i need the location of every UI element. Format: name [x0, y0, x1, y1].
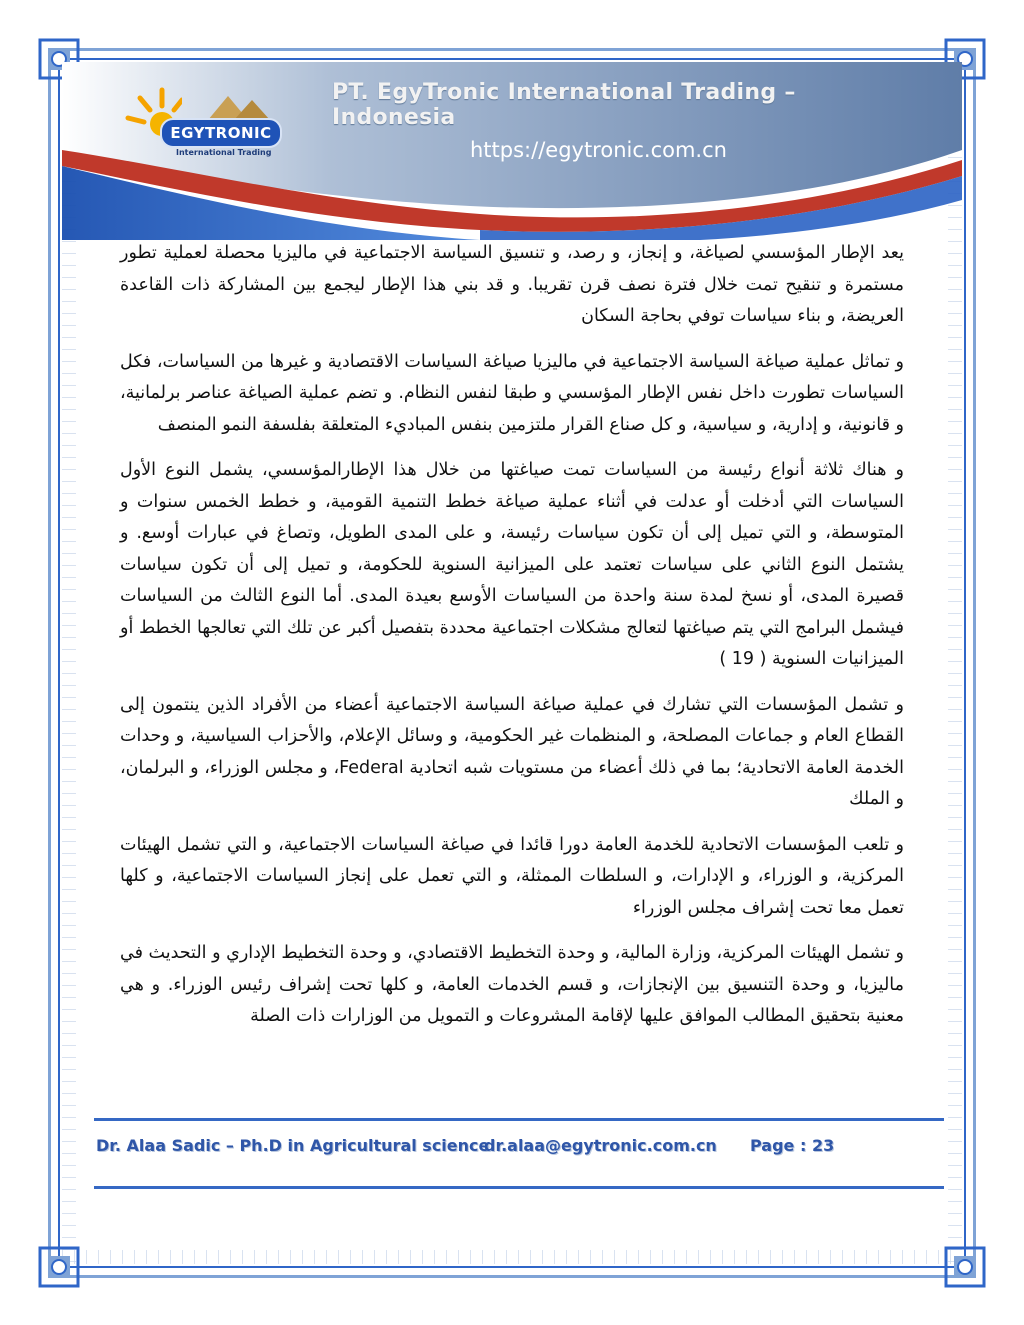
paragraph-5: و تلعب المؤسسات الاتحادية للخدمة العامة دورا قائدا في صياغة السياسات الاجتماعية، و التي تشمل الهيئات المركزية، و الوزراء، و الإدارات، و السلطات الممثلة، و التي تعمل على إنجاز السياسات الاجتماعية، و كلها تعمل معا تحت إشراف مجلس الوزراء: [120, 834, 904, 918]
logo-sub-text: International Trading: [176, 148, 272, 157]
corner-ornament-bottom-left: [36, 1244, 82, 1290]
paragraph-4: و تشمل المؤسسات التي تشارك في عملية صياغة السياسة الاجتماعية أعضاء من الأفراد الذين ينتمون إلى القطاع العام و جماعات المصلحة، و المنظمات غير الحكومية، و وسائل الإعلام، والأحزاب السياسية، و وحدات الخدمة العامة الاتحادية؛ بما في ذلك أعضاء من مستويات شبه اتحادية Federal، و مجلس الوزراء، و البرلمان، و الملك: [120, 694, 904, 809]
paragraph-3: و هناك ثلاثة أنواع رئيسة من السياسات تمت صياغتها من خلال هذا الإطارالمؤسسي، يشمل النوع الأول السياسات التي أدخلت أو عدلت في أثناء عملية صياغة خطط التنمية القومية، و خطط الخمس سنوات و المتوسطة، و التي تميل إلى أن تكون سياسات رئيسة، و على المدى الطويل، وتصاغ في عبارات أوسع. و يشتمل النوع الثاني على سياسات تعتمد على الميزانية السنوية للحكومة، و تميل إلى أن تكون سياسات قصيرة المدى، أو نسخ لمدة سنة واحدة من السياسات الأوسع بعيدة المدى. أما النوع الثالث من السياسات فيشمل البرامج التي يتم صياغتها لتعالج مشكلات اجتماعية محددة بتفصيل أكبر عن تلك التي تعالجها الخطط أو الميزانيات السنوية ( 19 ): [120, 460, 904, 669]
footer-divider-bottom: [94, 1186, 944, 1189]
company-title: PT. EgyTronic International Trading – Indonesia: [332, 80, 796, 130]
footer-author: Dr. Alaa Sadic – Ph.D in Agricultural science: [96, 1136, 490, 1155]
footer-email[interactable]: dr.alaa@egytronic.com.cn: [484, 1136, 717, 1155]
document-body: [120, 238, 904, 1047]
footer-page-number: Page : 23: [750, 1136, 835, 1155]
paragraph-6: و تشمل الهيئات المركزية، وزارة المالية، و وحدة التخطيط الاقتصادي، و وحدة التخطيط الإداري و التحديث في ماليزيا، و وحدة التنسيق بين الإنجازات، و قسم الخدمات العامة، و كلها تحت إشراف رئيس الوزراء. و هي معنية بتحقيق المطالب الموافق عليها لإقامة المشروعات و التمويل من الوزارات ذات الصلة: [120, 943, 904, 1026]
paragraph-1: يعد الإطار المؤسسي لصياغة، و إنجاز، و رصد، و تنسيق السياسة الاجتماعية في ماليزيا محصلة لعملية تطور مستمرة و تنقيح تمت خلال فترة نصف قرن تقريبا. و قد بني هذا الإطار ليجمع بين المشاركة ذات القاعدة العريضة، و بناء سياسات توفي بحاجة السكان: [120, 243, 904, 326]
corner-ornament-bottom-right: [942, 1244, 988, 1290]
company-logo: [118, 80, 288, 176]
logo-brand-text: EGYTRONIC: [160, 118, 282, 148]
footer-divider-top: [94, 1118, 944, 1121]
paragraph-2: و تماثل عملية صياغة السياسة الاجتماعية في ماليزيا صياغة السياسات الاقتصادية و غيرها من السياسات، فكل السياسات تطورت داخل نفس الإطار المؤسسي و طبقا لنفس النظام. و تضم عملية الصياغة عناصر برلمانية، و قانونية، و إدارية، و سياسية، و كل صناع القرار ملتزمين بنفس المباديء المتعلقة بفلسفة النمو المنصف: [120, 351, 904, 435]
website-link[interactable]: https://egytronic.com.cn: [470, 138, 727, 162]
